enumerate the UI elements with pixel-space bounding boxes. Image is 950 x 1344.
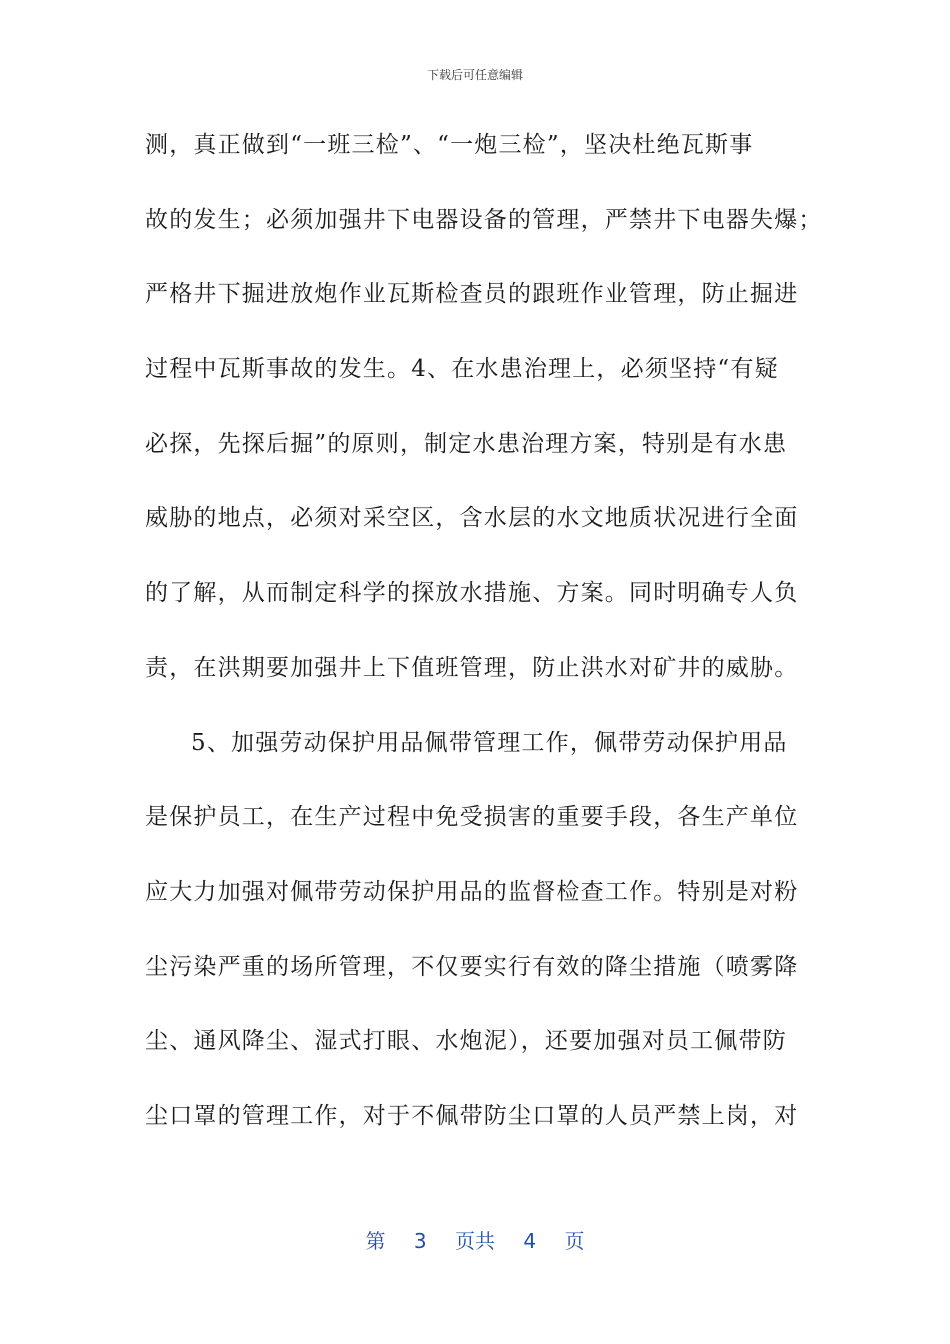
- text-line-7: 的了解，从而制定科学的探放水措施、方案。同时明确专人负: [145, 580, 799, 607]
- text-line-6: 威胁的地点，必须对采空区，含水层的水文地质状况进行全面: [145, 505, 799, 532]
- footer-prefix: 第: [365, 1229, 386, 1253]
- text-line-4: 过程中瓦斯事故的发生。4、在水患治理上，必须坚持“有疑: [145, 356, 779, 383]
- text-line-5: 必探，先探后掘”的原则，制定水患治理方案，特别是有水患: [145, 430, 788, 457]
- text-line-14: 尘口罩的管理工作，对于不佩带防尘口罩的人员严禁上岗，对: [145, 1102, 799, 1129]
- document-body: [145, 128, 825, 1174]
- text-line-3: 严格井下掘进放炮作业瓦斯检查员的跟班作业管理，防止掘进: [145, 281, 799, 308]
- text-line-12: 尘污染严重的场所管理，不仅要实行有效的降尘措施（喷雾降: [145, 953, 799, 980]
- footer-middle: 页共: [455, 1229, 495, 1253]
- text-line-2: 故的发生；必须加强井下电器设备的管理，严禁井下电器失爆；: [145, 206, 823, 233]
- page-footer: [0, 1225, 950, 1254]
- header-note: 下载后可任意编辑: [426, 68, 523, 82]
- text-line-8: 责，在洪期要加强井上下值班管理，防止洪水对矿井的威胁。: [145, 654, 799, 681]
- text-line-9: 5、加强劳动保护用品佩带管理工作，佩带劳动保护用品: [191, 729, 788, 756]
- footer-current-page: 3: [413, 1229, 427, 1253]
- text-line-10: 是保护员工，在生产过程中免受损害的重要手段，各生产单位: [145, 804, 799, 831]
- footer-suffix: 页: [564, 1229, 585, 1253]
- text-line-13: 尘、通风降尘、湿式打眼、水炮泥），还要加强对员工佩带防: [145, 1028, 787, 1055]
- text-line-11: 应大力加强对佩带劳动保护用品的监督检查工作。特别是对粉: [145, 878, 799, 905]
- footer-total-pages: 4: [523, 1229, 537, 1253]
- text-line-1: 测，真正做到“一班三检”、“一炮三检”，坚决杜绝瓦斯事: [145, 132, 754, 158]
